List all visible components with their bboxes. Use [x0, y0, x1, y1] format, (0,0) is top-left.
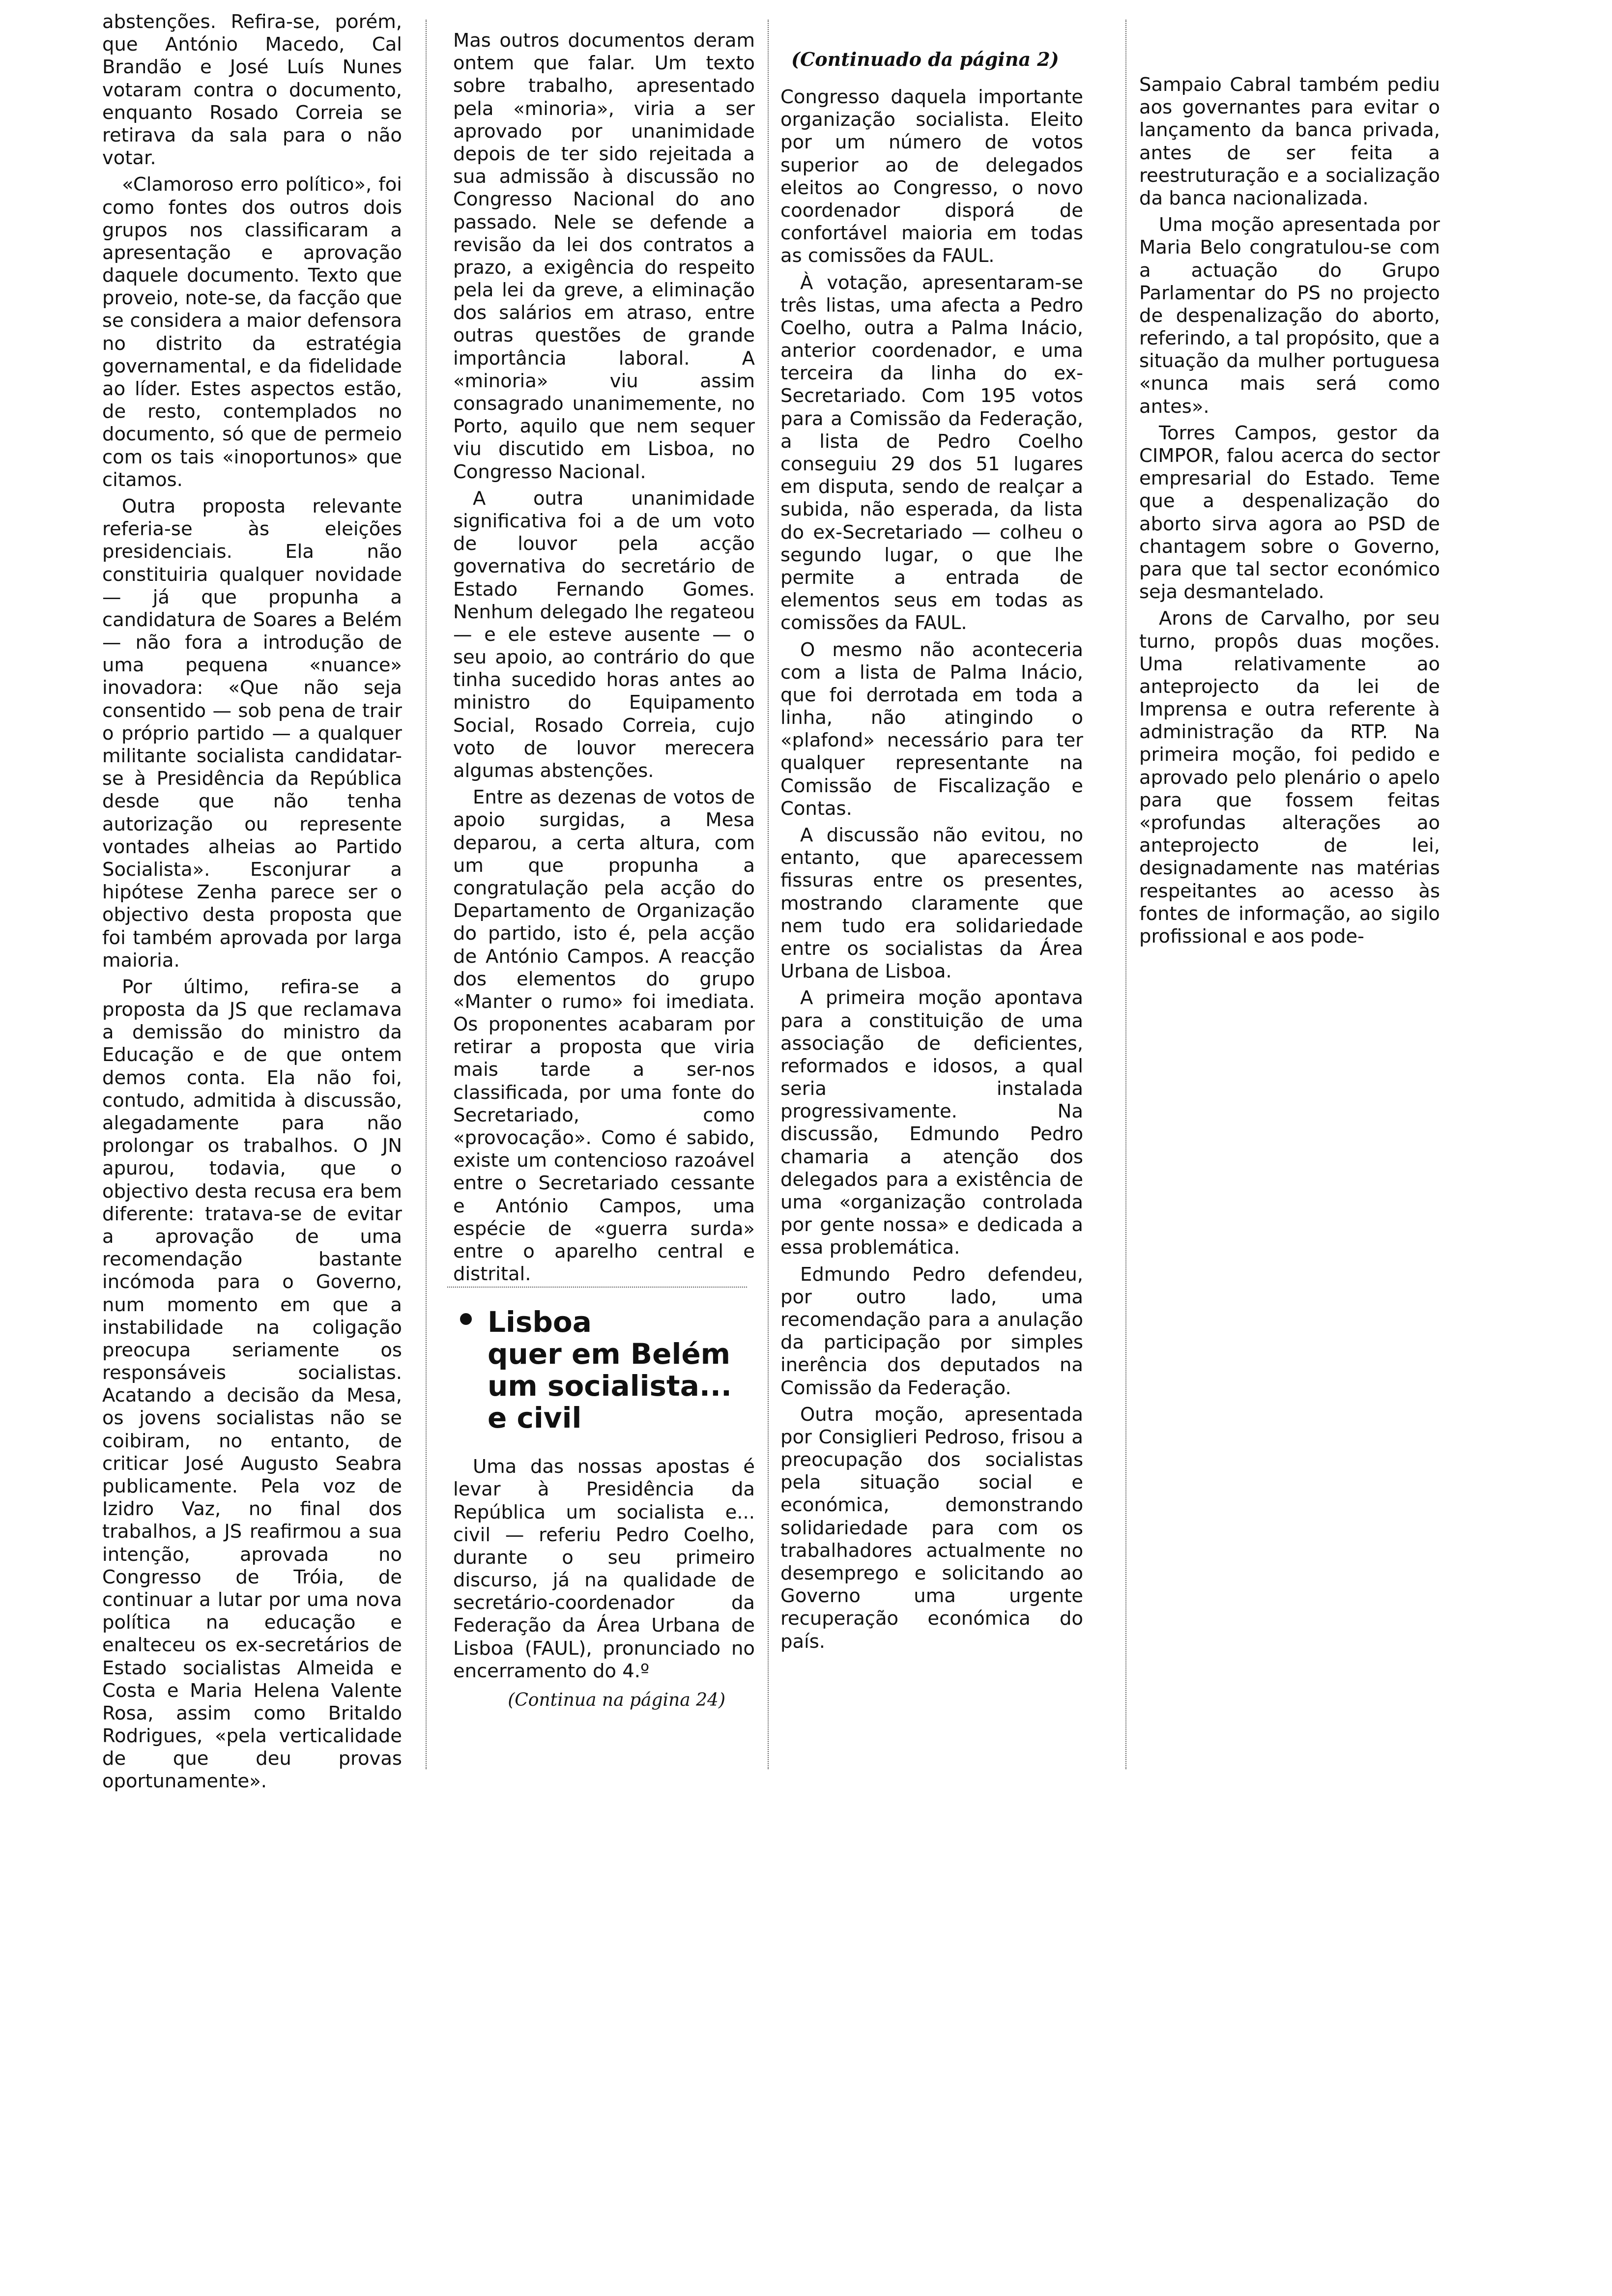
paragraph: Edmundo Pedro defendeu, por outro lado, uma recomendação para a anulação da participação por simples inerência dos deputados na Comissão da Federação. — [780, 1263, 1083, 1399]
paragraph: Torres Campos, gestor da CIMPOR, falou acerca do sector empresarial do Estado. Teme que a despenalização do aborto sirva agora ao PSD de chantagem sobre o Governo, para que tal sector económico seja desmantelado. — [1139, 422, 1440, 603]
column-divider — [1125, 20, 1126, 1769]
paragraph: Outra moção, apresentada por Consiglieri Pedroso, frisou a preocupação dos socialistas pela situação social e económica, demonstrando solidariedade para com os trabalhadores actualmente no desemprego e solicitando ao Governo uma urgente recuperação económica do país. — [780, 1403, 1083, 1653]
paragraph: Outra proposta relevante referia-se às eleições presidenciais. Ela não constituiria qualquer novidade — já que propunha a candidatura de Soares a Belém — não fora a introdução de uma pequena «nuance» inovadora: «Que não seja consentido — sob pena de trair o próprio partido — a qualquer militante socialista candidatar-se à Presidência da República desde que não tenha autorização ou represente vontades alheias ao Partido Socialista». Esconjurar a hipótese Zenha parece ser o objectivo desta proposta que foi também aprovada por larga maioria. — [102, 495, 402, 972]
paragraph: Sampaio Cabral também pediu aos governantes para evitar o lançamento da banca privada, antes de ser feita a reestruturação e a socialização da banca nacionalizada. — [1139, 74, 1440, 209]
continued-from-label: (Continuado da página 2) — [791, 48, 1059, 70]
subheading-line: quer em Belém — [488, 1337, 731, 1371]
paragraph: Uma moção apresentada por Maria Belo congratulou-se com a actuação do Grupo Parlamentar do PS no projecto de despenalização do aborto, referindo, a tal propósito, que a situação da mulher portuguesa «nunca mais será como antes». — [1139, 214, 1440, 418]
paragraph: abstenções. Refira-se, porém, que António Macedo, Cal Brandão e José Luís Nunes votaram contra o documento, enquanto Rosado Correia se retirava da sala para o não votar. — [102, 11, 402, 170]
subheading-line: Lisboa — [488, 1305, 592, 1339]
subheading-line: e civil — [488, 1401, 582, 1435]
paragraph: Arons de Carvalho, por seu turno, propôs duas moções. Uma relativamente ao anteprojecto da lei de Imprensa e outra referente à administração da RTP. Na primeira moção, foi pedido e aprovado pelo plenário o apelo para que fossem feitas «profundas alterações ao anteprojecto de lei, designadamente nas matérias respeitantes ao acesso às fontes de informação, ao sigilo profissional e aos pode- — [1139, 607, 1440, 947]
column-divider — [426, 20, 427, 1769]
paragraph: Congresso daquela importante organização socialista. Eleito por um número de votos superior ao de delegados eleitos ao Congresso, o novo coordenador disporá de confortável maioria em todas as comissões da FAUL. — [780, 86, 1083, 267]
paragraph: Uma das nossas apostas é levar à Presidência da República um socialista e... civil — referiu Pedro Coelho, durante o seu primeiro discurso, já na qualidade de secretário-coordenador da Federação da Área Urbana de Lisboa (FAUL), pronunciado no encerramento do 4.º — [453, 1456, 755, 1682]
section-subheading — [488, 1306, 755, 1434]
paragraph: À votação, apresentaram-se três listas, uma afecta a Pedro Coelho, outra a Palma Inácio, anterior coordenador, e uma terceira da linha do ex-Secretariado. Com 195 votos para a Comissão da Federação, a lista de Pedro Coelho conseguiu 29 dos 51 lugares em disputa, sendo de realçar a subida, não esperada, da lista do ex-Secretariado — colheu o segundo lugar, o que lhe permite a entrada de elementos seus em todas as comissões da FAUL. — [780, 271, 1083, 634]
column-divider — [768, 20, 769, 1769]
paragraph: «Clamoroso erro político», foi como fontes dos outros dois grupos nos classificaram a apresentação e aprovação daquele documento. Texto que proveio, note-se, da facção que se considera a maior defensora no distrito da estratégia governamental, e da fidelidade ao líder. Estes aspectos estão, de resto, contemplados no documento, só que de permeio com os tais «inoportunos» que citamos. — [102, 173, 402, 491]
continued-to-label: (Continua na página 24) — [508, 1690, 725, 1710]
article-column-3 — [780, 86, 1083, 1657]
paragraph: Mas outros documentos deram ontem que falar. Um texto sobre trabalho, apresentado pela «minoria», viria a ser aprovado por unanimidade depois de ter sido rejeitada a sua admissão à discussão no Congresso Nacional do ano passado. Nele se defende a revisão da lei dos contratos a prazo, a exigência do respeito pela lei da greve, a eliminação dos salários em atraso, entre outras questões de grande importância laboral. A «minoria» viu assim consagrado unanimemente, no Porto, aquilo que nem sequer viu discutido em Lisboa, no Congresso Nacional. — [453, 29, 755, 483]
subheading-line: um socialista... — [488, 1369, 732, 1403]
paragraph: A discussão não evitou, no entanto, que aparecessem fissuras entre os presentes, mostrando claramente que nem tudo era solidariedade entre os socialistas da Área Urbana de Lisboa. — [780, 824, 1083, 983]
paragraph: Entre as dezenas de votos de apoio surgidas, a Mesa deparou, a certa altura, com um que propunha a congratulação pela acção do Departamento de Organização do partido, isto é, pela acção de António Campos. A reacção dos elementos do grupo «Manter o rumo» foi imediata. Os proponentes acabaram por retirar a proposta que viria mais tarde a ser-nos classificada, por uma fonte do Secretariado, como «provocação». Como é sabido, existe um contencioso razoável entre o Secretariado cessante e António Campos, uma espécie de «guerra surda» entre o aparelho central e distrital. — [453, 786, 755, 1286]
article-column-1 — [102, 11, 402, 1797]
paragraph: A outra unanimidade significativa foi a de um voto de louvor pela acção governativa do secretário de Estado Fernando Gomes. Nenhum delegado lhe regateou — e ele esteve ausente — o seu apoio, ao contrário do que tinha sucedido horas antes ao ministro do Equipamento Social, Rosado Correia, cujo voto de louvor merecera algumas abstenções. — [453, 487, 755, 782]
bullet-icon — [460, 1313, 472, 1325]
paragraph: A primeira moção apontava para a constituição de uma associação de deficientes, reformados e idosos, a qual seria instalada progressivamente. Na discussão, Edmundo Pedro chamaria a atenção dos delegados para a existência de uma «organização controlada por gente nossa» e dedicada a essa problemática. — [780, 987, 1083, 1259]
paragraph: O mesmo não aconteceria com a lista de Palma Inácio, que foi derrotada em toda a linha, não atingindo o «plafond» necessário para ter qualquer representante na Comissão de Fiscalização e Contas. — [780, 638, 1083, 820]
article-column-2 — [453, 29, 755, 1711]
article-column-4 — [1139, 74, 1440, 952]
paragraph: Por último, refira-se a proposta da JS que reclamava a demissão do ministro da Educação e de que ontem demos conta. Ela não foi, contudo, admitida à discussão, alegadamente para não prolongar os trabalhos. O JN apurou, todavia, que o objectivo desta recusa era bem diferente: tratava-se de evitar a aprovação de uma recomendação bastante incómoda para o Governo, num momento em que a instabilidade na coligação preocupa seriamente os responsáveis socialistas. Acatando a decisão da Mesa, os jovens socialistas não se coibiram, no entanto, de criticar José Augusto Seabra publicamente. Pela voz de Izidro Vaz, no final dos trabalhos, a JS reafirmou a sua intenção, aprovada no Congresso de Tróia, de continuar a lutar por uma nova política na educação e enalteceu os ex-secretários de Estado socialistas Almeida e Costa e Maria Helena Valente Rosa, assim como Britaldo Rodrigues, «pela verticalidade de que deu provas oportunamente». — [102, 976, 402, 1793]
